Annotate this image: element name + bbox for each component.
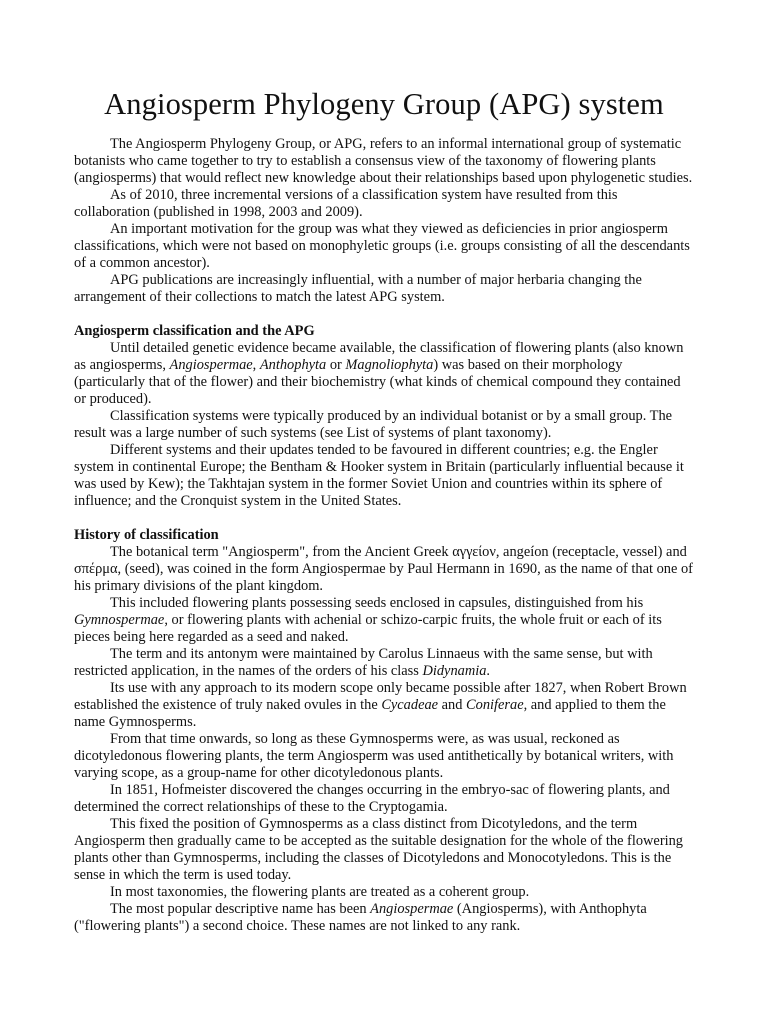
paragraph bbox=[74, 187, 696, 221]
paragraph-text: or bbox=[326, 357, 346, 373]
section-apg bbox=[74, 340, 696, 510]
paragraph-text: From that time onwards, so long as these Gymnosperms were, as was usual, reckoned as dicotyledonous flowering plants, the term Angiosperm was used antithetically by botanical writers, with varying scope, as a group-name for other dicotyledonous plants. bbox=[74, 731, 674, 781]
section-heading-apg: Angiosperm classification and the APG bbox=[74, 323, 315, 339]
paragraph-text: Until detailed genetic evidence became available, the classification of flowering plants (also known as angiosperms, bbox=[74, 340, 684, 373]
paragraph-text: ) was based on their morphology (particularly that of the flower) and their biochemistry (what kinds of chemical compound they contained or produced). bbox=[74, 357, 681, 407]
paragraph bbox=[74, 595, 696, 646]
paragraph-text: Classification systems were typically produced by an individual botanist or by a small group. The result was a large number of such systems (see List of systems of plant taxonomy). bbox=[74, 408, 673, 441]
paragraph-text: In 1851, Hofmeister discovered the changes occurring in the embryo-sac of flowering plants, and determined the correct relationships of these to the Cryptogamia. bbox=[74, 782, 670, 815]
paragraph-text: Different systems and their updates tended to be favoured in different countries; e.g. the Engler system in continental Europe; the Bentham & Hooker system in Britain (particularly influential because it was used by Kew); the Takhtajan system in the former Soviet Union and countries within its sphere of influence; and the Cronquist system in the United States. bbox=[74, 442, 684, 509]
paragraph bbox=[74, 680, 696, 731]
paragraph-text: The Angiosperm Phylogeny Group, or APG, refers to an informal international group of systematic botanists who came together to try to establish a consensus view of the taxonomy of flowering plants (angiosperms) that would reflect new knowledge about their relationships based upon phylogenetic studies. bbox=[74, 136, 693, 186]
paragraph bbox=[74, 442, 696, 510]
paragraph-text: As of 2010, three incremental versions of a classification system have resulted from this collaboration (published in 1998, 2003 and 2009). bbox=[74, 187, 618, 220]
italic-term: Didynamia bbox=[422, 663, 487, 679]
paragraph bbox=[74, 731, 696, 782]
paragraph-text: , and applied to them the name Gymnosperms. bbox=[74, 697, 666, 730]
paragraph-text: The most popular descriptive name has been bbox=[110, 901, 371, 917]
paragraph bbox=[74, 901, 696, 935]
paragraph-text: In most taxonomies, the flowering plants are treated as a coherent group. bbox=[110, 884, 530, 900]
paragraph bbox=[74, 884, 696, 901]
italic-term: Magnoliophyta bbox=[345, 357, 434, 373]
paragraph bbox=[74, 221, 696, 272]
paragraph bbox=[74, 646, 696, 680]
italic-term: Coniferae bbox=[466, 697, 524, 713]
page-title: Angiosperm Phylogeny Group (APG) system bbox=[104, 87, 664, 121]
paragraph bbox=[74, 136, 696, 187]
paragraph bbox=[74, 340, 696, 408]
paragraph-text: The botanical term "Angiosperm", from the Ancient Greek αγγείον, angeíon (receptacle, vessel) and σπέρμα, (seed), was coined in the form Angiospermae by Paul Hermann in 1690, as the name of that one of his primary divisions of the plant kingdom. bbox=[74, 544, 693, 594]
paragraph-text: , or flowering plants with achenial or schizo-carpic fruits, the whole fruit or each of its pieces being here regarded as a seed and naked. bbox=[74, 612, 662, 645]
section-heading-history: History of classification bbox=[74, 527, 219, 543]
italic-term: Anthophyta bbox=[259, 357, 327, 373]
paragraph-text: . bbox=[486, 663, 491, 679]
paragraph-text: An important motivation for the group was what they viewed as deficiencies in prior angiosperm classifications, which were not based on monophyletic groups (i.e. groups consisting of all the descendants of a common ancestor). bbox=[74, 221, 690, 271]
paragraph-text: , bbox=[252, 357, 260, 373]
paragraph-text: This fixed the position of Gymnosperms as a class distinct from Dicotyledons, and the term Angiosperm then gradually came to be accepted as the suitable designation for the whole of the flowering plants other than Gymnosperms, including the classes of Dicotyledons and Monocotyledons. This is the sense in which the term is used today. bbox=[74, 816, 684, 883]
paragraph bbox=[74, 782, 696, 816]
paragraph bbox=[74, 408, 696, 442]
document-body bbox=[74, 136, 696, 935]
paragraph bbox=[74, 272, 696, 306]
paragraph-text: (Angiosperms), with Anthophyta ("flowering plants") a second choice. These names are not linked to any rank. bbox=[74, 901, 647, 934]
paragraph-text: APG publications are increasingly influential, with a number of major herbaria changing the arrangement of their collections to match the latest APG system. bbox=[74, 272, 642, 305]
section-gap bbox=[74, 510, 696, 527]
paragraph bbox=[74, 816, 696, 884]
section-gap bbox=[74, 306, 696, 323]
paragraph-text: This included flowering plants possessing seeds enclosed in capsules, distinguished from his bbox=[110, 595, 644, 611]
intro-section bbox=[74, 136, 696, 306]
paragraph bbox=[74, 544, 696, 595]
section-history bbox=[74, 544, 696, 935]
italic-term: Cycadeae bbox=[381, 697, 439, 713]
italic-term: Angiospermae bbox=[169, 357, 253, 373]
italic-term: Angiospermae bbox=[370, 901, 454, 917]
paragraph-text: and bbox=[438, 697, 467, 713]
paragraph-text: Its use with any approach to its modern scope only became possible after 1827, when Robert Brown established the existence of truly naked ovules in the bbox=[74, 680, 687, 713]
italic-term: Gymnospermae bbox=[74, 612, 165, 628]
paragraph-text: The term and its antonym were maintained by Carolus Linnaeus with the same sense, but with restricted application, in the names of the orders of his class bbox=[74, 646, 653, 679]
